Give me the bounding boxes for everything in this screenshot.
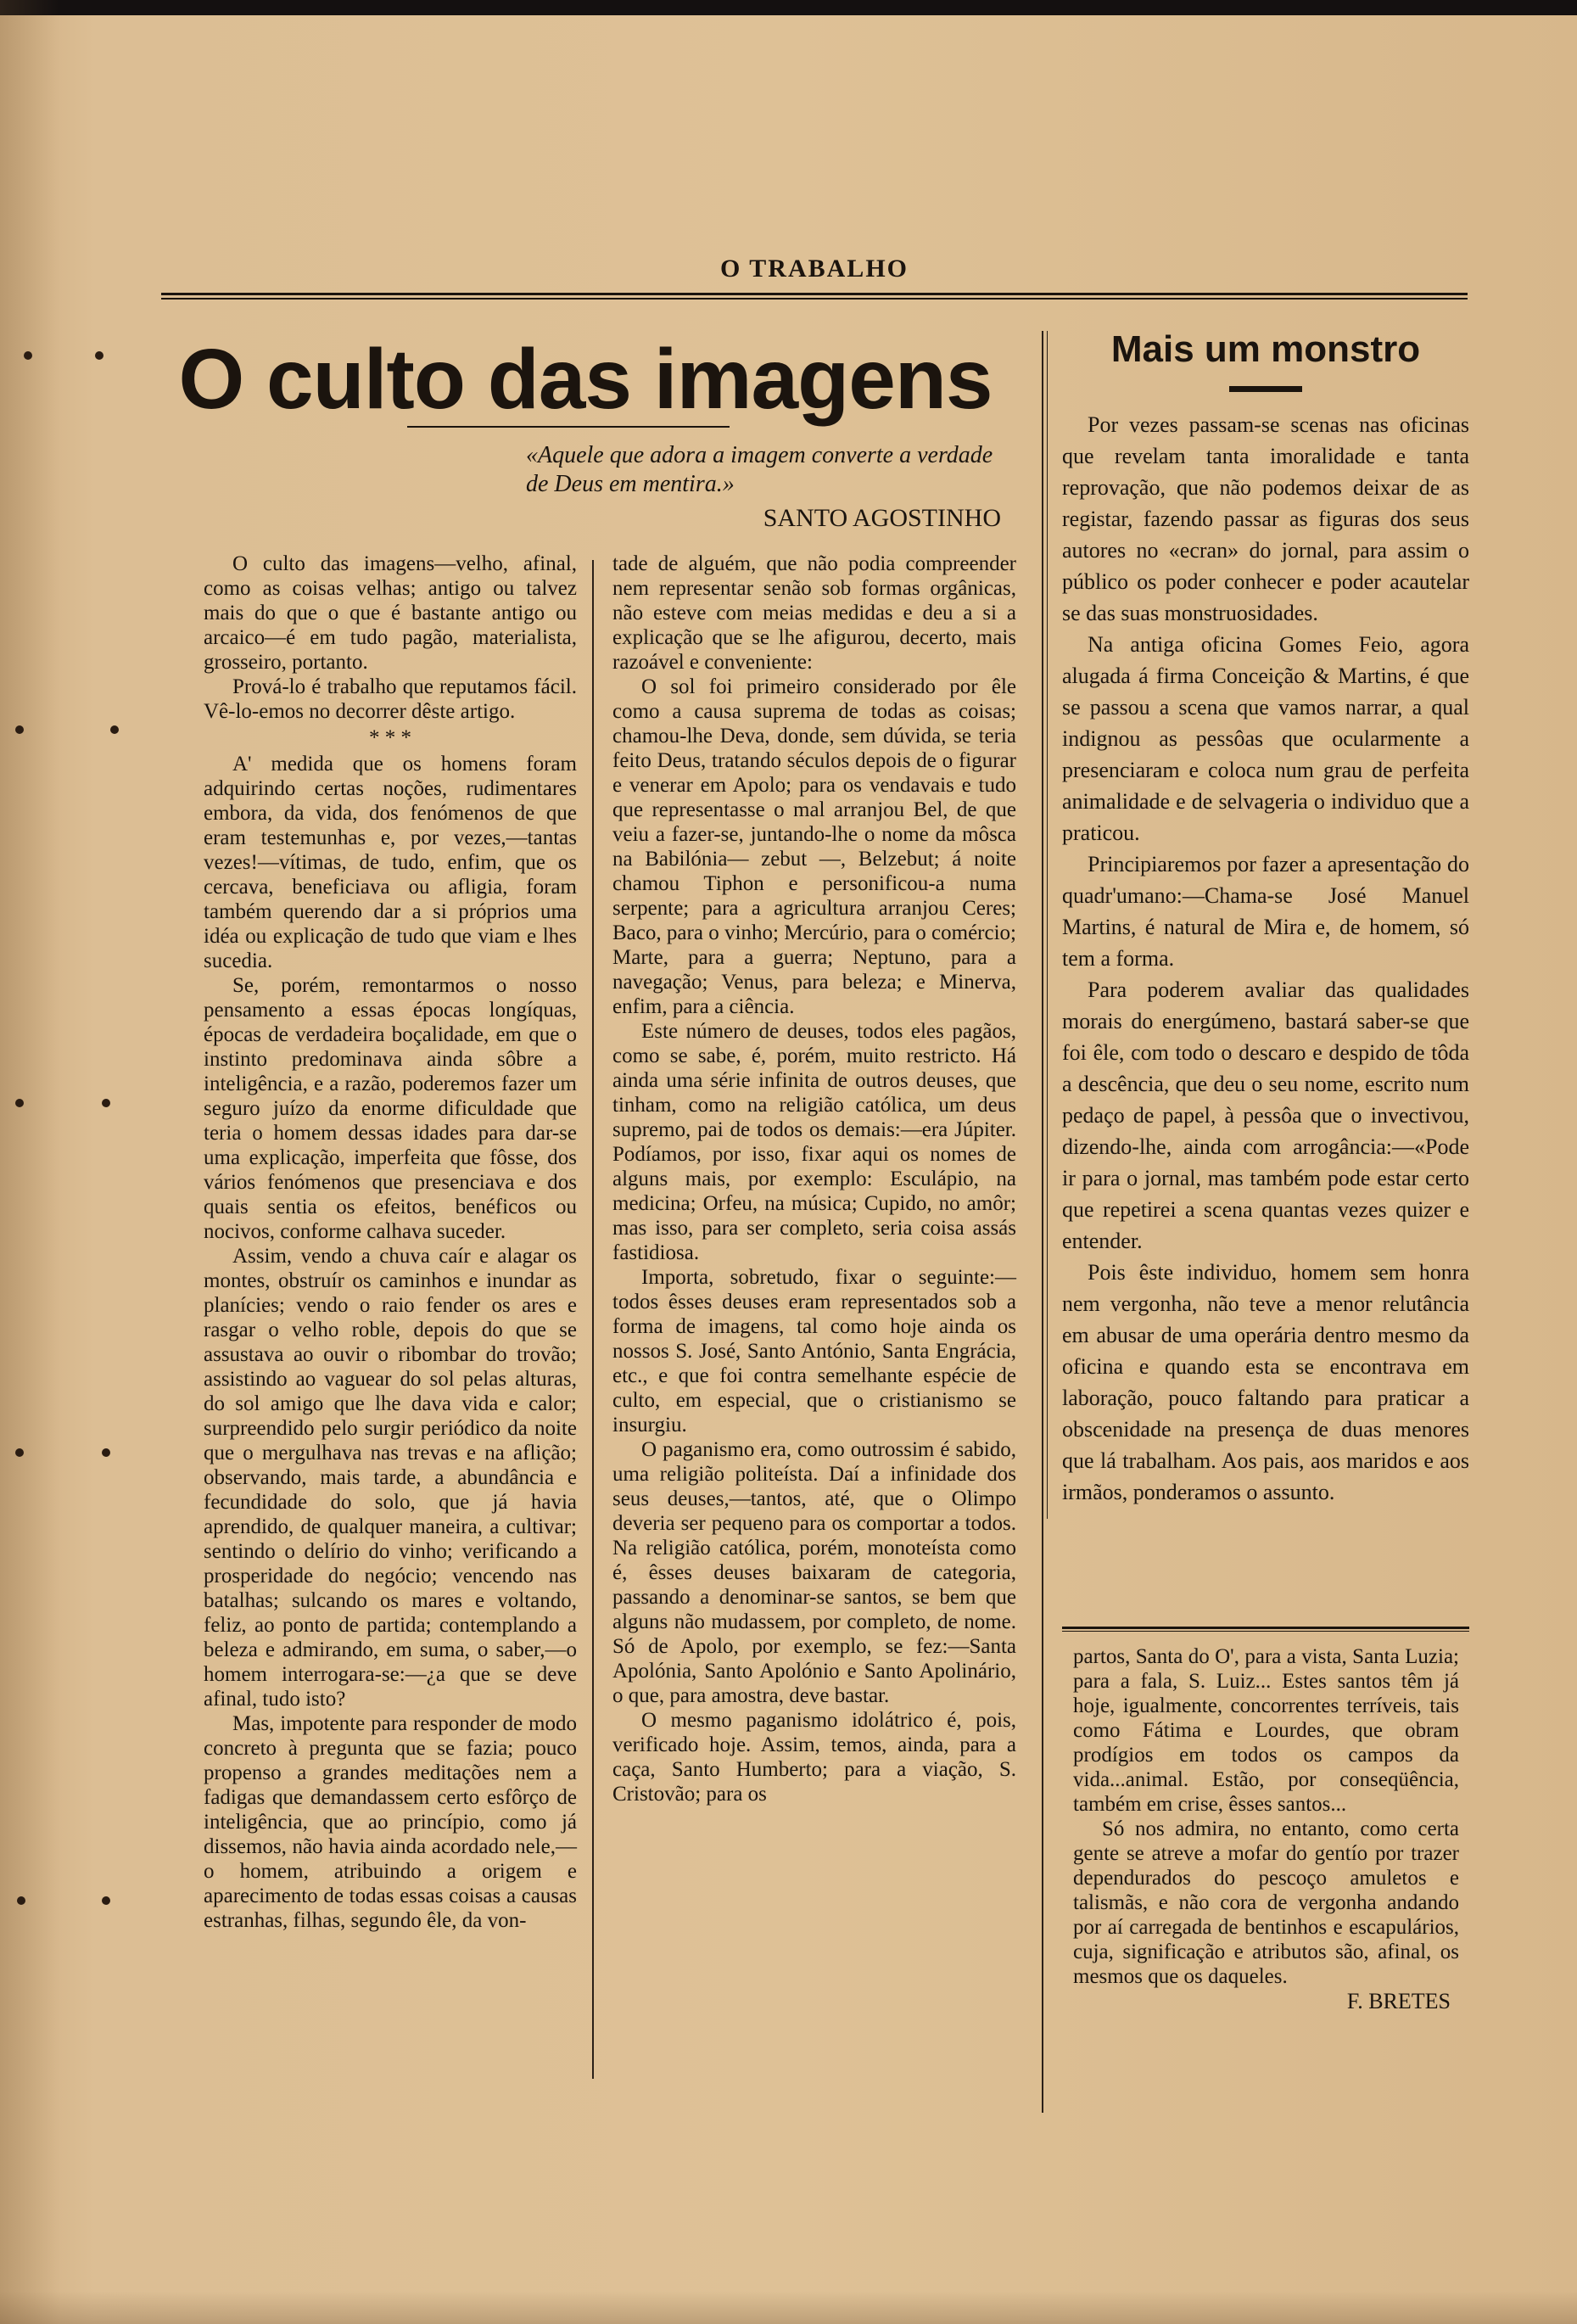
paragraph: O paganismo era, como outrossim é sabido, uma religião politeísta. Daí a infinidade dos seus deuses,—tantos, até, que o Olimpo deveria ser pequeno para os comportar a todos. Na religião católica, porém, monoteísta como é, êsses deuses baixaram de categoria, passando a denominar-se santos, se bem que alguns não mudassem, por completo, de nome. Só de Apolo, por exemplo, se fez:—Santa Apolónia, Santo Apolónio e Santo Apolinário, o que, para amostra, deve bastar. [612,1438,1016,1707]
paragraph: O culto das imagens—velho, afinal, como as coisas velhas; antigo ou talvez mais do que o que é bastante antigo ou arcaico—é em tudo pagão, materialista, grosseiro, portanto. [204,552,577,674]
article-culto-das-imagens [161,305,1037,2087]
punch-hole [15,725,24,734]
section-stars: * * * [369,726,411,749]
punch-hole [95,351,103,360]
punch-hole [24,351,32,360]
paragraph: Principiaremos por fazer a apresentação do quadr'umano:—Chama-se José Manuel Martins, é natural de Mira e, de homem, só tem a forma. [1062,852,1469,971]
article-column-3 [1073,1644,1459,2013]
punch-hole [102,1448,110,1457]
punch-hole [15,1099,24,1107]
section-divider [1047,331,1048,1519]
paragraph: O sol foi primeiro considerado por êle como a causa suprema de todas as coisas; chamou-lhe Deva, donde, sem dúvida, se teria feito Deus, tratando séculos depois de o figurar e venerar em Apolo; para os vendavais e tudo que representasse o mal arranjou Bel, de que veiu a fazer-se, juntando-lhe o nome da môsca na Babilónia— zebut —, Belzebut; á noite chamou Tiphon e personificou-a numa serpente; para a agricultura arranjou Ceres; Baco, para o vinho; Mercúrio, para o comércio; Marte, para a guerra; Neptuno, para a navegação; Venus, para beleza; e Minerva, enfim, para a ciência. [612,675,1016,1018]
title-rule [407,426,730,428]
article-title: Mais um monstro [1110,328,1421,370]
section-divider [1042,331,1043,2113]
paragraph: Só nos admira, no entanto, como certa gente se atreve a mofar do gentío por trazer dependurados do pescoço amuletos e talismãs, e não cora de vergonha andando por aí carregada de bentinhos e escapulários, cuja, significação e atributos são, afinal, os mesmos que os daqueles. [1073,1817,1459,1988]
article-mais-um-monstro [1062,310,1469,1508]
page-fold-shadow [0,0,59,2324]
paragraph: tade de alguém, que não podia compreender nem representar senão sob formas orgânicas, não esteve com meias medidas e deu a si a explicação que se lhe afigurou, decerto, mais razoável e conveniente: [612,552,1016,674]
article-column-1 [204,552,577,1933]
paragraph: Este número de deuses, todos eles pagãos, como se sabe, é, porém, muito restricto. Há ainda uma série infinita de outros deuses, que tinham, como na religião católica, um deus supremo, pai de todos os demais:—era Júpiter. Podíamos, por isso, fixar aqui os nomes de alguns mais, por exemplo: Esculápio, na medicina; Orfeu, na música; Cupido, no amôr; mas isso, para ser completo, seria coisa assás fastidiosa. [612,1020,1016,1264]
masthead-rule [161,293,1468,300]
article-body [1062,409,1469,1508]
author-signature: F. BRETES [1346,1989,1451,2013]
punch-hole [110,725,119,734]
punch-hole [102,1896,110,1905]
punch-hole [15,1448,24,1457]
paragraph: Assim, vendo a chuva caír e alagar os montes, obstruír os caminhos e inundar as planícies; vendo o raio fender os ares e rasgar o velho roble, depois do que se assustava ao ouvir o ribombar do trovão; assistindo ao vaguear do sol pelas alturas, do sol amigo que lhe dava vida e calor; surpreendido pelo surgir periódico da noite que o mergulhava nas trevas e na aflição; observando, mais tarde, a abundância e fecundidade do solo, que já havia aprendido, de qualquer maneira, a cultivar; sentindo o delírio do vinho; verificando a prosperidade do negócio; vencendo nas batalhas; sulcando os mares e voltando, feliz, ao ponto de partida; contemplando a beleza e admirando, em suma, o saber,—o homem interrogara-se:—¿a que se deve afinal, tudo isto? [204,1245,577,1711]
punch-hole [102,1099,110,1107]
epigraph-quote: «Aquele que adora a imagem converte a verdade de Deus em mentira.» [526,442,993,497]
page-edge-shadow [0,2291,1577,2324]
paragraph: A' medida que os homens foram adquirindo certas noções, rudimentares embora, da vida, dos fenómenos de que eram testemunhas e, por vezes,—tantas vezes!—vítimas, de tudo, enfim, que os cercava, beneficiava ou afligia, foram também querendo dar a si próprios uma idéa ou explicação de tudo que viam e lhes sucedia. [204,753,577,972]
top-dark-band [0,0,1577,15]
epigraph-author: SANTO AGOSTINHO [763,504,1001,532]
article-title: O culto das imagens [178,332,993,427]
article-column-2 [612,552,1016,1806]
paragraph: Se, porém, remontarmos o nosso pensamento a essas épocas longíquas, épocas de verdadeira boçalidade, em que o instinto predominava ainda sôbre a inteligência, e a razão, poderemos fazer um seguro juízo da enorme dificuldade que teria o homem dessas idades para dar-se uma explicação, imperfeita que fôsse, dos vários fenómenos que presenciava e dos quais sentia os efeitos, benéficos ou nocivos, conforme calhava suceder. [204,974,577,1243]
column-divider [592,560,594,2079]
paragraph: Para poderem avaliar das qualidades morais do energúmeno, bastará saber-se que foi êle, com todo o descaro e despido de tôda a descência, que deu o seu nome, escrito num pedaço de papel, à pessôa que o invectivou, dizendo-lhe, ainda com arrogância:—«Pode ir para o jornal, mas também pode estar certo que repetirei a scena quantas vezes quizer e entender. [1062,977,1469,1253]
paragraph: partos, Santa do O', para a vista, Santa Luzia; para a fala, S. Luiz... Estes santos têm já hoje, igualmente, concorrentes terríveis, tais como Fátima e Lourdes, que obram prodígios em todos os campos da vida...animal. Estão, por conseqüência, também em crise, êsses santos... [1073,1645,1459,1816]
paragraph: Na antiga oficina Gomes Feio, agora alugada á firma Conceição & Martins, é que se passou a scena que vamos narrar, a qual indignou as pessôas que ocularmente a presenciaram e coloca num grau de perfeita animalidade e de selvageria o individuo que a praticou. [1062,632,1469,845]
paragraph: Mas, impotente para responder de modo concreto à pregunta que se fazia; pouco propenso a grandes meditações nem a fadigas que demandassem certo esfôrço de inteligência, que ao princípio, como já dissemos, não havia ainda acordado nele,—o homem, atribuindo a origem e aparecimento de todas essas coisas a causas estranhas, filhas, segundo êle, da von- [204,1712,577,1932]
title-bar [1229,386,1302,392]
paragraph: Prová-lo é trabalho que reputamos fácil. Vê-lo-emos no decorrer dêste artigo. [204,675,577,723]
paragraph: Por vezes passam-se scenas nas oficinas que revelam tanta imoralidade e tanta reprovação, que não podemos deixar de as registar, fazendo passar as figuras dos seus autores no «ecran» do jornal, para assim o público os poder conhecer e poder acautelar se das suas monstruosidades. [1062,412,1469,625]
paragraph: Pois êste individuo, homem sem honra nem vergonha, não teve a menor relutância em abusar de uma operária dentro mesmo da oficina e quando esta se encontrava em laboração, pouco faltando para praticar a obscenidade na presença de duas menores que lá trabalham. Aos pais, aos maridos e aos irmãos, ponderamos o assunto. [1062,1260,1469,1504]
newspaper-masthead: O TRABALHO [720,255,909,283]
paragraph: O mesmo paganismo idolátrico é, pois, verificado hoje. Assim, temos, ainda, para a caça, Santo Humberto; para a viação, S. Cristovão; para os [612,1709,1016,1806]
section-rule [1062,1627,1469,1632]
punch-hole [17,1896,25,1905]
paragraph: Importa, sobretudo, fixar o seguinte:—todos êsses deuses eram representados sob a forma de imagens, tal como hoje ainda os nossos S. José, Santo António, Santa Engrácia, etc., e que foi contra semelhante espécie de culto, em especial, que o cristianismo se insurgiu. [612,1266,1016,1436]
